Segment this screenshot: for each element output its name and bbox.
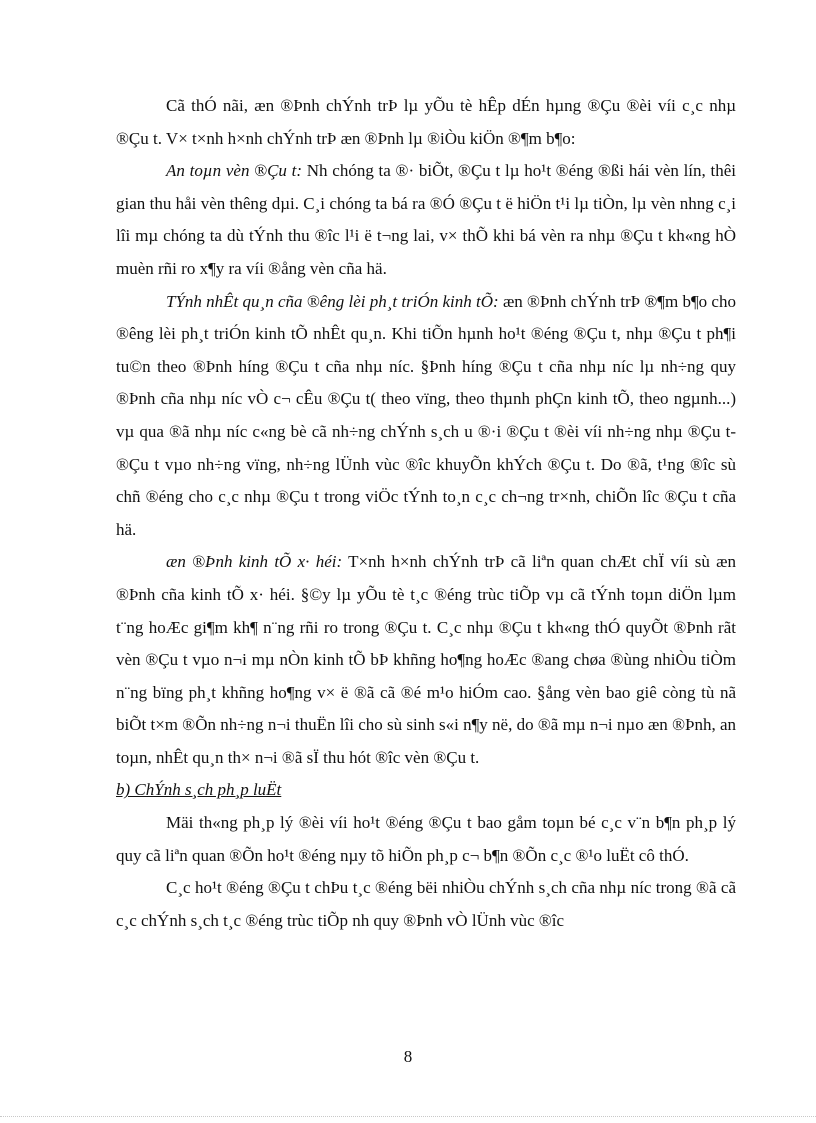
paragraph-investment-safety [116, 155, 736, 285]
section-paragraph-policies [116, 872, 736, 937]
paragraph-development-consistency [116, 286, 736, 547]
paragraph-text-socioeconomic-stability: T×nh h×nh chÝnh trÞ cã liªn quan chÆt chÏ víi sù æn ®Þnh cña kinh tÕ x· héi. §©y lµ yÕu tè t¸c ®éng trùc tiÕp vµ cã tÝnh toµn diÖn lµm t¨ng hoÆc gi¶m kh¶ n¨ng rñi ro trong ®Çu t. C¸c nhµ ®Çu t kh«ng thÓ quyÕt ®Þnh rãt vèn ®Çu t vµo n¬i mµ nÒn kinh tÕ bÞ khñng ho¶ng hoÆc ®ang chøa ®ùng nhiÒu tiÒm n¨ng bïng ph¸t khñng ho¶ng v× ë ®ã cã ®é m¹o hiÓm cao. §ång vèn bao giê còng tù nã biÕt t×m ®Õn nh÷ng n¬i thuËn lîi cho sù sinh s«i n¶y në, do ®ã mµ n¬i nµo æn ®Þnh, an toµn, nhÊt qu¸n th× n¬i ®ã sÏ thu hót ®îc vèn ®Çu t. [116, 552, 736, 767]
paragraph-intro [116, 90, 736, 155]
section-heading-line [116, 774, 736, 807]
document-body [116, 90, 736, 937]
section-heading: b) ChÝnh s¸ch ph¸p luËt [116, 780, 282, 800]
page-number: 8 [403, 1047, 413, 1066]
section-paragraph-policies-text: C¸c ho¹t ®éng ®Çu t chÞu t¸c ®éng bëi nhiÒu chÝnh s¸ch cña nhµ níc trong ®ã cã c¸c chÝnh s¸ch t¸c ®éng trùc tiÕp nh quy ®Þnh vÒ lÜnh vùc ®îc [116, 878, 736, 930]
paragraph-lead-investment-safety: An toµn vèn ®Çu t: [166, 161, 303, 181]
section-paragraph-legal-framework-text: Mäi th«ng ph¸p lý ®èi víi ho¹t ®éng ®Çu t bao gåm toµn bé c¸c v¨n b¶n ph¸p lý quy cã liªn quan ®Õn ho¹t ®éng nµy tõ hiÕn ph¸p c¬ b¶n ®Õn c¸c ®¹o luËt cô thÓ. [116, 813, 736, 865]
paragraph-socioeconomic-stability [116, 546, 736, 774]
section-paragraph-legal-framework [116, 807, 736, 872]
bottom-divider [0, 1116, 816, 1117]
paragraph-lead-development-consistency: TÝnh nhÊt qu¸n cña ®êng lèi ph¸t triÓn kinh tÕ: [166, 291, 499, 311]
paragraph-intro-text: Cã thÓ nãi, æn ®Þnh chÝnh trÞ lµ yÕu tè hÊp dÉn hµng ®Çu ®èi víi c¸c nhµ ®Çu t. V× t×nh h×nh chÝnh trÞ æn ®Þnh lµ ®iÒu kiÖn ®¶m b¶o: [116, 96, 736, 148]
paragraph-lead-socioeconomic-stability: æn ®Þnh kinh tÕ x· héi: [166, 552, 343, 572]
paragraph-text-investment-safety: Nh chóng ta ®· biÕt, ®Çu t lµ ho¹t ®éng ®ßi hái vèn lín, thêi gian thu håi vèn thêng dµi. C¸i chóng ta bá ra ®Ó ®Çu t ë hiÖn t¹i lµ tiÒn, lµ vèn nhng c¸i lîi mµ chóng ta dù tÝnh thu ®îc l¹i ë t¬ng lai, v× thÕ khi bá vèn ra nhµ ®Çu t kh«ng hÒ muèn rñi ro x¶y ra víi ®ång vèn cña hä. [116, 161, 736, 278]
paragraph-text-development-consistency: æn ®Þnh chÝnh trÞ ®¶m b¶o cho ®êng lèi ph¸t triÓn kinh tÕ nhÊt qu¸n. Khi tiÕn hµnh ho¹t ®éng ®Çu t, nhµ ®Çu t ph¶i tu©n theo ®Þnh híng ®Çu t cña nhµ níc. §Þnh híng ®Çu t cña nhµ níc lµ nh÷ng quy ®Þnh cña nhµ níc vÒ c¬ cÊu ®Çu t( theo vïng, theo thµnh phÇn kinh tÕ, theo ngµnh...) vµ qua ®ã nhµ níc c«ng bè cã nh÷ng chÝnh s¸ch u ®·i ®Çu t ®èi víi nh÷ng nhµ ®Çu t ®Çu t vµo nh÷ng vïng, nh÷ng lÜnh vùc ®îc khuyÕn khÝch ®Çu t. Do ®ã, t¹ng ®îc sù chñ ®éng cho c¸c nhµ ®Çu t trong viÖc tÝnh to¸n c¸c ch¬ng tr×nh, chiÕn lîc ®Çu t cña hä. [116, 291, 736, 539]
